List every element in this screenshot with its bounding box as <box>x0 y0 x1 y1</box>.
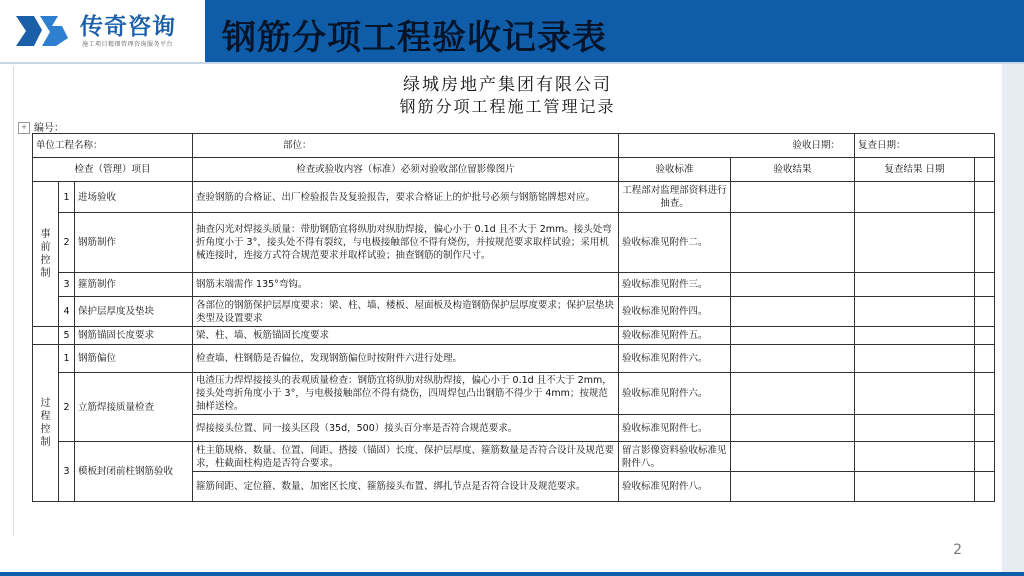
table-row: 过程控制 1 钢筋偏位 检查墙、柱钢筋是否偏位，发现钢筋偏位时按附件六进行处理。 验收标准见附件六。 <box>33 345 995 373</box>
table-row: 3 模板封闭前柱钢筋验收 柱主筋规格、数量、位置、间距、搭接（锚固）长度、保护层厚度、箍筋数量是否符合设计及规范要求，柱截面柱构造是否符合要求。 留言影像资料验收标准见附件八。 <box>33 442 995 472</box>
record-table <box>32 133 995 502</box>
col-standard: 验收标准 <box>619 158 731 182</box>
table-row: 2 钢筋制作 抽查闪光对焊接头质量：带肋钢筋宜将纵肋对纵肋焊接，偏心小于 0.1d 且不大于 2mm。接头处弯折角度小于 3°，接头处不得有裂纹，与电极接触部位不得有烧伤，并按规范要求取样试验；采用机械连接时，连接方式符合规范要求并取样试验；抽查钢筋的制作尺寸。 验收标准见附件二。 <box>33 213 995 273</box>
table-row: 2 立筋焊接质量检查 电渣压力焊焊接接头的表观质量检查：钢筋宜将纵肋对纵肋焊接，偏心小于 0.1d 且不大于 2mm，接头处弯折角度小于 3°，与电极接触部位不得有烧伤，四周焊包凸出钢筋不得少于 4mm；按规范抽样送检。 验收标准见附件六。 <box>33 373 995 415</box>
table-row: 5 钢筋锚固长度要求 梁、柱、墙、板筋锚固长度要求 验收标准见附件五。 <box>33 327 995 345</box>
table-row: 箍筋间距、定位箍、数量、加密区长度、箍筋接头布置、绑扎节点是否符合设计及规范要求。 验收标准见附件八。 <box>33 472 995 502</box>
table-row: 3 箍筋制作 钢筋末端需作 135°弯钩。 验收标准见附件三。 <box>33 273 995 297</box>
col-result: 验收结果 <box>731 158 855 182</box>
header-divider <box>0 62 1024 64</box>
right-margin <box>1002 64 1024 572</box>
table-anchor-icon[interactable]: + <box>18 122 30 134</box>
project-label: 单位工程名称： <box>33 134 193 158</box>
brand-name: 传奇咨询 <box>80 14 176 40</box>
review-date-label: 复查日期： <box>855 134 995 158</box>
slide-title: 钢筋分项工程验收记录表 <box>222 18 607 58</box>
document-subtitle: 钢筋分项工程施工管理记录 <box>399 97 616 116</box>
group-pre-control: 事前控制 <box>33 182 59 327</box>
col-review: 复查结果 日期 <box>855 158 975 182</box>
code-label: 编号： <box>34 123 64 134</box>
company-name: 绿城房地产集团有限公司 <box>403 75 612 95</box>
footer-bar <box>0 572 1024 576</box>
logo-icon <box>12 10 72 52</box>
table-row: 焊接接头位置、同一接头区段（35d，500）接头百分率是否符合规范要求。 验收标准见附件七。 <box>33 415 995 442</box>
col-item: 检查（管理）项目 <box>33 158 193 182</box>
col-content: 检查或验收内容（标准）必须对验收部位留影像图片 <box>193 158 619 182</box>
header-bar <box>0 0 1024 62</box>
info-row <box>33 134 995 158</box>
page-number: 2 <box>953 542 962 558</box>
column-header-row <box>33 158 995 182</box>
table-row: 事前控制 1 进场验收 查验钢筋的合格证、出厂检验报告及复验报告，要求合格证上的炉批号必须与钢筋铭牌想对应。 工程部对监理部资料进行抽查。 <box>33 182 995 213</box>
document-page <box>13 66 1001 536</box>
group-process-control: 过程控制 <box>33 345 59 502</box>
brand-subtitle: 施工项目精细管理咨询服务平台 <box>82 41 174 48</box>
logo <box>0 0 205 62</box>
table-row: 4 保护层厚度及垫块 各部位的钢筋保护层厚度要求：梁、柱、墙、楼板、屋面板及构造钢筋保护层厚度要求；保护层垫块类型及设置要求 验收标准见附件四。 <box>33 297 995 327</box>
part-label: 部位： <box>193 134 619 158</box>
accept-date-label: 验收日期： <box>619 134 855 158</box>
